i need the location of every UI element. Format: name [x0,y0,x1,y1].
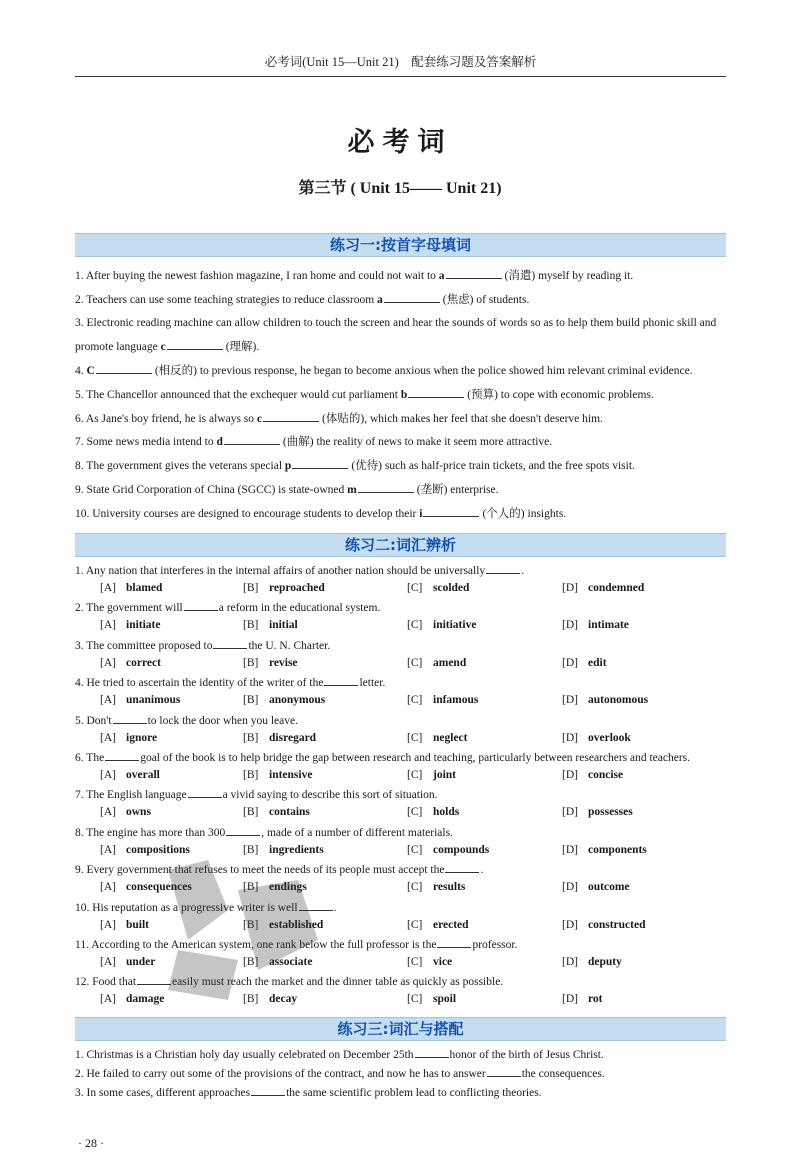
initial-letter: c [160,341,166,353]
question-text-after: a vivid saying to describe this sort of situation. [222,789,438,802]
choice-question [75,713,735,728]
page-number: · 28 · [78,1136,104,1150]
question-number: 10. [75,901,90,914]
answer-option[interactable] [100,918,149,932]
option-word: correct [126,656,161,669]
fill-in-question [75,387,735,402]
chinese-hint: (垄断) [416,484,448,496]
answer-blank[interactable] [113,713,147,724]
collocation-question [75,1066,735,1081]
option-label: [B] [243,843,259,856]
question-number: 8. [75,460,84,472]
answer-option[interactable] [407,955,452,969]
chinese-hint: (相反的) [154,365,197,377]
option-word: outcome [588,881,630,894]
question-number: 5. [75,714,84,727]
question-number: 7. [75,789,84,802]
option-word: rot [588,993,603,1006]
option-label: [B] [243,993,259,1006]
answer-option[interactable] [562,843,647,857]
choice-question [75,937,735,952]
question-text-after: the U. N. Charter. [248,639,331,652]
question-text-after: of students. [473,294,530,306]
fill-in-question [75,434,735,449]
option-label: [C] [407,694,423,707]
choice-question [75,750,735,765]
option-label: [A] [100,694,116,707]
chinese-hint: (优待) [351,460,382,472]
question-text-after: . [333,901,337,914]
exercise-1-heading: 练习一:按首字母填词 [75,233,726,257]
option-label: [D] [562,731,578,744]
chinese-hint: (预算) [467,389,498,401]
option-word: contains [269,806,310,819]
answer-option[interactable] [100,992,164,1006]
question-text-before: State Grid Corporation of China (SGCC) is state-owned [86,484,348,496]
option-word: initial [269,619,298,632]
option-label: [C] [407,619,423,632]
answer-option[interactable] [243,918,323,932]
fill-in-question [75,292,735,307]
option-label: [B] [243,918,259,931]
answer-option[interactable] [562,880,630,894]
choice-question [75,675,735,690]
option-word: vice [433,956,453,968]
option-label: [D] [562,956,578,968]
question-number: 5. [75,389,84,401]
option-word: decay [269,993,298,1006]
question-text-after: honor of the birth of Jesus Christ. [449,1049,604,1061]
answer-option[interactable] [243,805,310,819]
option-label: [A] [100,843,116,856]
option-word: unanimous [126,694,181,707]
question-number: 1. [75,270,84,282]
option-word: established [269,918,324,931]
option-word: anonymous [269,694,326,707]
option-label: [C] [407,582,423,594]
question-text-after: to cope with economic problems. [497,389,654,401]
initial-letter: a [438,270,445,282]
answer-option[interactable] [407,618,476,632]
option-word: components [588,843,647,856]
choice-question [75,600,735,615]
question-text-after: the consequences. [521,1068,605,1080]
running-header: 必考词(Unit 15—Unit 21) 配套练习题及答案解析 [264,55,537,69]
answer-option[interactable] [562,918,646,932]
initial-letter: m [347,484,357,496]
choice-question [75,900,735,915]
option-word: compounds [433,843,490,856]
option-label: [B] [243,656,259,669]
initial-letter: C [86,365,95,377]
option-label: [A] [100,656,116,669]
answer-option[interactable] [407,731,467,745]
exercise-3-heading: 练习三:词汇与搭配 [75,1017,726,1041]
option-label: [A] [100,731,116,744]
answer-blank[interactable] [213,638,247,649]
answer-blank[interactable] [226,825,260,836]
option-label: [D] [562,881,578,894]
answer-option[interactable] [407,768,456,782]
choice-question [75,974,735,989]
answer-blank[interactable] [167,339,223,350]
option-label: [C] [407,956,423,968]
initial-letter: a [377,294,383,306]
question-text-after: myself by reading it. [535,270,634,282]
answer-option[interactable] [100,880,192,894]
question-text-before: He failed to carry out some of the provisions of the contract, and now he has to answer [86,1068,486,1080]
answer-option[interactable] [100,581,162,595]
option-word: edit [588,656,607,669]
option-word: intimate [588,619,629,632]
answer-option[interactable] [243,843,324,857]
option-label: [D] [562,806,578,819]
initial-letter: p [284,460,292,472]
initial-letter: b [400,389,408,401]
answer-option[interactable] [100,955,155,969]
question-number: 6. [75,413,84,425]
option-label: [D] [562,582,578,594]
answer-blank[interactable] [299,900,333,911]
question-number: 12. [75,976,90,989]
question-text-before: In some cases, different approaches [86,1087,251,1099]
question-text-after: . [521,565,525,577]
question-number: 7. [75,436,84,448]
answer-option[interactable] [407,880,465,894]
option-word: results [433,881,466,894]
chinese-hint: (消遣) [504,270,536,282]
question-number: 6. [75,752,84,764]
answer-option[interactable] [562,581,644,595]
question-text-after: to lock the door when you leave. [147,714,298,727]
fill-in-question [75,411,735,426]
option-label: [B] [243,619,259,632]
option-label: [B] [243,582,259,594]
question-number: 3. [75,317,84,329]
fill-in-question [75,363,735,378]
answer-blank[interactable] [184,600,218,611]
option-label: [D] [562,993,578,1006]
option-word: neglect [433,731,468,744]
answer-option[interactable] [407,992,456,1006]
answer-option[interactable] [100,693,180,707]
option-label: [D] [562,694,578,707]
question-text-before: Electronic reading machine can allow children to touch the screen and hear the sounds of words so as to help them build phonic skill and promote language [75,317,717,353]
initial-letter: i [419,508,423,520]
question-text-before: Every government that refuses to meet the needs of its people must accept the [86,864,445,877]
option-word: initiate [126,619,161,632]
question-text-before: The engine has more than 300 [86,826,226,839]
answer-blank[interactable] [408,387,464,398]
chinese-hint: (体贴的) [322,413,365,425]
answer-option[interactable] [243,656,298,670]
option-word: ignore [126,731,158,744]
answer-option[interactable] [562,731,631,745]
question-text-before: Christmas is a Christian holy day usually celebrated on December 25th [86,1049,414,1061]
question-text-after: goal of the book is to help bridge the gap between research and teaching, particularly between researchers and teachers. [140,752,691,764]
choice-question [75,563,735,578]
chinese-hint: (个人的) [482,508,525,520]
option-label: [A] [100,956,116,968]
exercise-2-heading: 练习二:词汇辨析 [75,533,726,557]
fill-in-question [75,268,735,283]
option-label: [D] [562,769,578,781]
answer-option[interactable] [100,731,157,745]
question-text-after: . [480,864,484,877]
choice-question [75,862,735,877]
option-word: possesses [588,806,633,819]
option-word: built [126,918,150,931]
option-word: overlook [588,731,631,744]
choice-question [75,787,735,802]
option-word: owns [126,806,151,819]
answer-blank[interactable] [415,1047,449,1058]
collocation-question [75,1047,735,1062]
fill-in-question [75,506,735,521]
option-label: [B] [243,956,259,968]
option-label: [A] [100,993,116,1006]
answer-blank[interactable] [105,750,139,761]
question-text-before: He tried to ascertain the identity of the writer of the [86,677,324,690]
question-text-before: The Chancellor announced that the exchequer would cut parliament [86,389,401,401]
answer-option[interactable] [100,656,161,670]
question-text-before: Don't [86,714,112,727]
question-text-before: As Jane's boy friend, he is always so [85,413,257,425]
answer-blank[interactable] [324,675,358,686]
answer-option[interactable] [562,768,623,782]
option-word: consequences [126,881,192,894]
option-label: [D] [562,918,578,931]
option-word: compositions [126,843,190,856]
answer-blank[interactable] [384,292,440,303]
question-text-after: professor. [472,939,518,951]
page-title: 必考词 [347,127,453,157]
option-label: [B] [243,881,259,894]
chinese-hint: (理解) [225,341,257,353]
option-word: deputy [588,956,622,968]
option-word: damage [126,993,165,1006]
question-number: 3. [75,1087,84,1099]
question-text-after: to previous response, he began to become anxious when the police showed him relevant criminal evidence. [196,365,693,377]
option-word: initiative [433,619,477,632]
chinese-hint: (曲解) [282,436,314,448]
answer-option[interactable] [243,693,325,707]
answer-blank[interactable] [423,506,479,517]
option-word: intensive [269,769,313,781]
question-text-before: The committee proposed to [86,639,213,652]
option-label: [A] [100,881,116,894]
option-word: spoil [433,993,457,1006]
question-number: 4. [75,677,84,690]
answer-option[interactable] [243,731,316,745]
initial-letter: d [216,436,223,448]
option-label: [D] [562,843,578,856]
answer-blank[interactable] [263,411,319,422]
option-label: [C] [407,806,423,819]
answer-blank[interactable] [292,458,348,469]
option-label: [D] [562,656,578,669]
question-text-before: The government will [86,602,183,615]
option-label: [A] [100,918,116,931]
answer-option[interactable] [407,581,469,595]
option-label: [B] [243,694,259,707]
question-text-after: , which makes her feel that she doesn't deserve him. [364,413,603,425]
question-text-before: Some news media intend to [86,436,217,448]
option-word: endings [269,881,307,894]
question-text-after: . [256,341,260,353]
choice-question [75,638,735,653]
answer-option[interactable] [562,656,607,670]
question-text-after: the reality of news to make it seem more attractive. [313,436,553,448]
option-label: [A] [100,619,116,632]
initial-letter: c [256,413,263,425]
answer-option[interactable] [243,618,298,632]
answer-option[interactable] [100,768,160,782]
answer-option[interactable] [407,656,466,670]
answer-blank[interactable] [251,1085,285,1096]
answer-blank[interactable] [487,1066,521,1077]
question-text-before: University courses are designed to encourage students to develop their [92,508,420,520]
answer-option[interactable] [562,693,648,707]
option-word: concise [588,769,624,781]
header-rule [75,76,726,77]
question-text-after: enterprise. [447,484,499,496]
option-label: [B] [243,769,259,781]
option-label: [D] [562,619,578,632]
option-word: holds [433,806,460,819]
option-word: disregard [269,731,317,744]
option-label: [A] [100,769,116,781]
question-text-before: The government gives the veterans special [86,460,285,472]
answer-option[interactable] [100,618,161,632]
fill-in-question [75,458,735,473]
option-label: [C] [407,769,423,781]
option-word: autonomous [588,694,649,707]
question-number: 2. [75,294,84,306]
answer-blank[interactable] [224,434,280,445]
option-word: overall [126,769,160,781]
question-text-before: His reputation as a progressive writer is well [92,901,298,914]
question-number: 3. [75,639,84,652]
option-label: [B] [243,806,259,819]
question-text-after: , made of a number of different materials. [261,826,453,839]
option-word: condemned [588,582,645,594]
option-label: [C] [407,881,423,894]
question-number: 4. [75,365,84,377]
question-text-before: Teachers can use some teaching strategies to reduce classroom [86,294,378,306]
question-text-after: insights. [524,508,567,520]
answer-blank[interactable] [437,937,471,948]
answer-option[interactable] [562,955,622,969]
option-label: [C] [407,993,423,1006]
question-text-before: The [86,752,105,764]
option-label: [C] [407,656,423,669]
question-number: 1. [75,1049,84,1061]
question-text-before: After buying the newest fashion magazine, I ran home and could not wait to [85,270,439,282]
option-label: [B] [243,731,259,744]
question-number: 2. [75,1068,84,1080]
answer-blank[interactable] [486,563,520,574]
option-word: constructed [588,918,646,931]
question-text-before: According to the American system, one rank below the full professor is the [91,939,437,951]
answer-option[interactable] [407,843,489,857]
option-word: erected [433,918,469,931]
answer-option[interactable] [100,805,151,819]
answer-option[interactable] [562,992,602,1006]
answer-option[interactable] [562,618,629,632]
answer-option[interactable] [243,992,297,1006]
answer-option[interactable] [407,918,469,932]
chinese-hint: (焦虑) [442,294,474,306]
option-word: amend [433,656,467,669]
fill-in-question [75,482,735,497]
section-subtitle: 第三节 ( Unit 15—— Unit 21) [298,180,502,197]
question-text-before: The English language [86,789,187,802]
answer-option[interactable] [243,768,312,782]
answer-option[interactable] [100,843,190,857]
answer-blank[interactable] [188,787,222,798]
option-word: revise [269,656,298,669]
choice-question [75,825,735,840]
answer-option[interactable] [407,805,459,819]
question-number: 1. [75,565,84,577]
option-label: [C] [407,731,423,744]
option-word: associate [269,956,313,968]
question-number: 2. [75,602,84,615]
option-label: [A] [100,582,116,594]
option-word: ingredients [269,843,324,856]
answer-option[interactable] [562,805,633,819]
question-text-after: the same scientific problem lead to conflicting theories. [286,1087,542,1099]
question-number: 9. [75,864,84,877]
question-number: 8. [75,826,84,839]
question-text-before: Food that [92,976,137,989]
option-label: [A] [100,806,116,819]
answer-option[interactable] [243,581,325,595]
question-number: 9. [75,484,84,496]
question-text-after: such as half-price train tickets, and the free spots visit. [382,460,635,472]
option-word: reproached [269,582,325,594]
answer-blank[interactable] [96,363,152,374]
option-word: joint [433,769,456,781]
answer-blank[interactable] [358,482,414,493]
option-word: blamed [126,582,163,594]
answer-blank[interactable] [445,862,479,873]
option-label: [C] [407,843,423,856]
answer-option[interactable] [407,693,478,707]
fill-in-question [75,311,730,359]
question-text-after: letter. [359,677,386,690]
question-text-after: a reform in the educational system. [218,602,381,615]
option-word: infamous [433,694,479,707]
question-text-after: easily must reach the market and the dinner table as quickly as possible. [172,976,504,989]
answer-blank[interactable] [137,974,171,985]
collocation-question [75,1085,735,1100]
option-word: under [126,956,156,968]
answer-option[interactable] [243,880,307,894]
question-number: 11. [75,939,89,951]
answer-option[interactable] [243,955,312,969]
option-label: [C] [407,918,423,931]
question-number: 10. [75,508,90,520]
option-word: scolded [433,582,470,594]
question-text-before: Any nation that interferes in the internal affairs of another nation should be universally [85,565,486,577]
answer-blank[interactable] [446,268,502,279]
